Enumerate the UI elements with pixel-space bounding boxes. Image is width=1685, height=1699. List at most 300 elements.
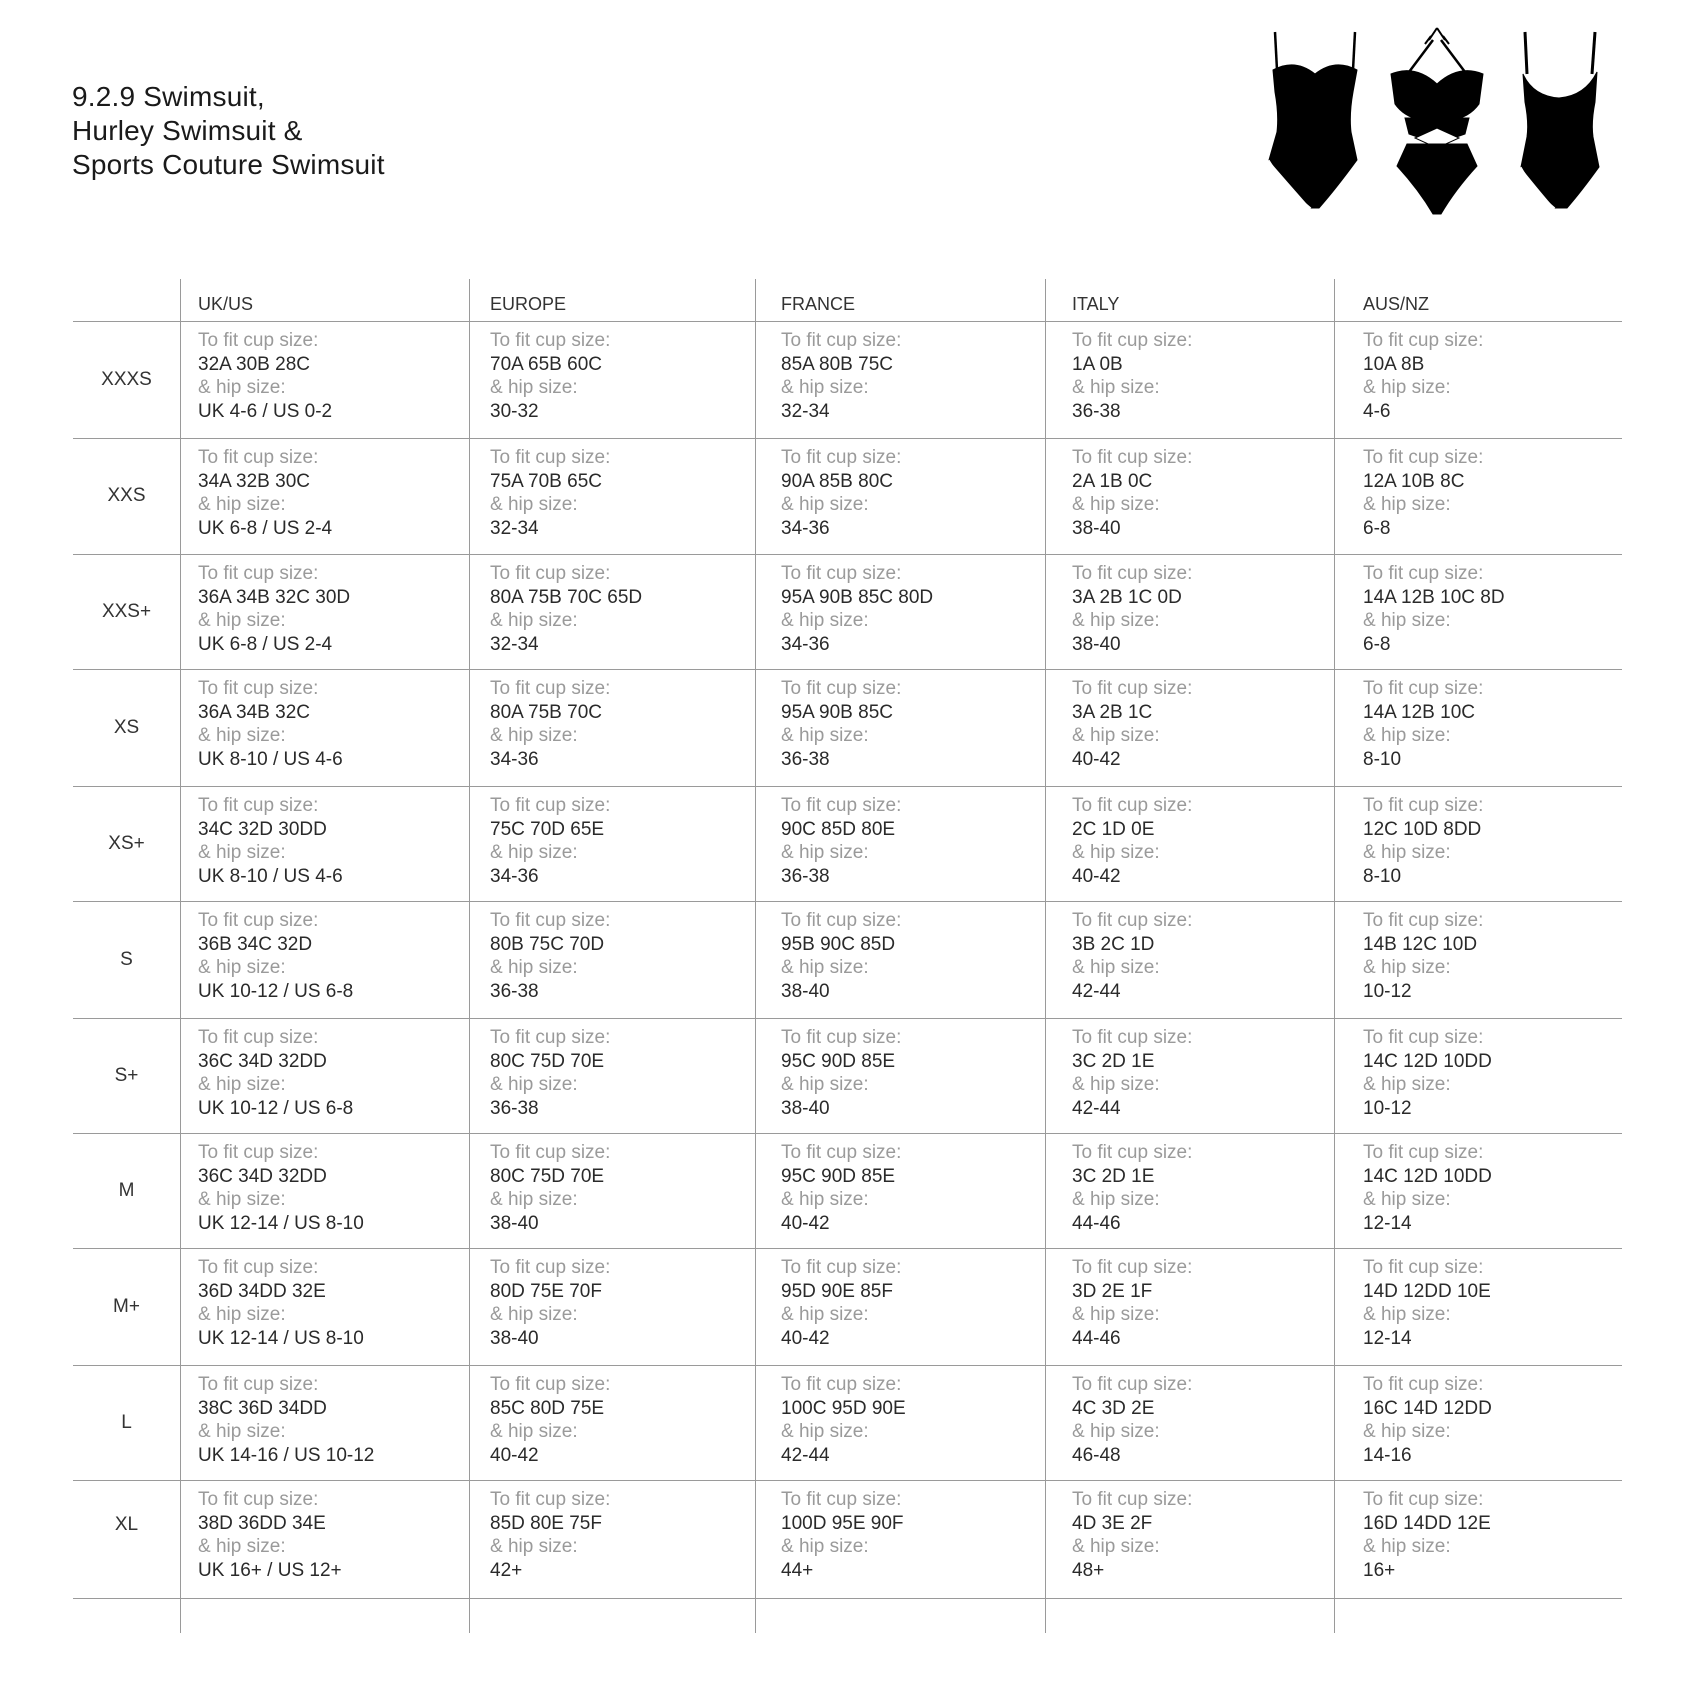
table-cell <box>198 909 353 1003</box>
cup-size-value: 10A 8B <box>1363 353 1425 375</box>
cup-size-value: 3A 2B 1C 0D <box>1072 586 1182 608</box>
table-cell <box>1072 1141 1192 1235</box>
cup-size-value: 90C 85D 80E <box>781 818 896 840</box>
row-divider <box>73 1018 1622 1019</box>
hip-size-label: & hip size: <box>1363 494 1451 515</box>
hip-size-value: 12-14 <box>1363 1212 1412 1234</box>
table-cell <box>490 1256 610 1350</box>
hip-size-label: & hip size: <box>490 1536 578 1557</box>
cup-size-label: To fit cup size: <box>1072 330 1193 351</box>
cup-size-label: To fit cup size: <box>198 1374 319 1395</box>
cup-size-label: To fit cup size: <box>781 910 902 931</box>
column-header: ITALY <box>1072 294 1120 314</box>
row-divider <box>73 321 1622 322</box>
hip-size-value: 36-38 <box>490 980 539 1002</box>
cup-size-value: 80A 75B 70C 65D <box>490 586 643 608</box>
cup-size-label: To fit cup size: <box>781 678 902 699</box>
cup-size-label: To fit cup size: <box>781 1489 902 1510</box>
hip-size-label: & hip size: <box>1363 610 1451 631</box>
cup-size-value: 36B 34C 32D <box>198 933 313 955</box>
cup-size-value: 80D 75E 70F <box>490 1280 602 1302</box>
hip-size-label: & hip size: <box>1072 377 1160 398</box>
cup-size-label: To fit cup size: <box>781 447 902 468</box>
cup-size-value: 36D 34DD 32E <box>198 1280 326 1302</box>
cup-size-label: To fit cup size: <box>490 1257 611 1278</box>
hip-size-value: 34-36 <box>490 865 539 887</box>
cup-size-value: 14A 12B 10C 8D <box>1363 586 1505 608</box>
cup-size-label: To fit cup size: <box>1363 330 1484 351</box>
column-header: UK/US <box>198 294 254 314</box>
cup-size-label: To fit cup size: <box>490 910 611 931</box>
hip-size-label: & hip size: <box>781 725 869 746</box>
cup-size-value: 70A 65B 60C <box>490 353 602 375</box>
hip-size-value: 32-34 <box>490 633 539 655</box>
hip-size-value: 36-38 <box>781 748 830 770</box>
cup-size-label: To fit cup size: <box>1363 910 1484 931</box>
hip-size-label: & hip size: <box>781 1304 869 1325</box>
table-cell <box>1072 794 1192 888</box>
column-divider <box>469 279 470 1633</box>
cup-size-value: 14B 12C 10D <box>1363 933 1478 955</box>
hip-size-value: 34-36 <box>490 748 539 770</box>
hip-size-value: 42-44 <box>781 1444 830 1466</box>
hip-size-value: UK 12-14 / US 8-10 <box>198 1212 364 1234</box>
table-cell <box>1363 446 1483 540</box>
title-line-3: Sports Couture Swimsuit <box>72 149 385 180</box>
column-divider <box>1045 279 1046 1633</box>
hip-size-label: & hip size: <box>1363 377 1451 398</box>
hip-size-value: 4-6 <box>1363 400 1391 422</box>
cup-size-value: 4D 3E 2F <box>1072 1512 1153 1534</box>
cup-size-label: To fit cup size: <box>198 678 319 699</box>
hip-size-value: 48+ <box>1072 1559 1105 1581</box>
cup-size-value: 3A 2B 1C <box>1072 701 1153 723</box>
cup-size-label: To fit cup size: <box>198 1257 319 1278</box>
hip-size-value: 14-16 <box>1363 1444 1412 1466</box>
cup-size-value: 80C 75D 70E <box>490 1165 605 1187</box>
hip-size-value: 40-42 <box>781 1327 830 1349</box>
row-divider <box>73 1133 1622 1134</box>
table-cell <box>781 562 933 656</box>
cup-size-value: 36A 34B 32C <box>198 701 310 723</box>
column-divider <box>180 279 181 1633</box>
table-cell <box>490 1488 610 1582</box>
hip-size-value: 42-44 <box>1072 1097 1121 1119</box>
cup-size-label: To fit cup size: <box>781 795 902 816</box>
hip-size-value: UK 10-12 / US 6-8 <box>198 1097 354 1119</box>
hip-size-value: UK 16+ / US 12+ <box>198 1559 342 1581</box>
cup-size-label: To fit cup size: <box>1363 1027 1484 1048</box>
cup-size-label: To fit cup size: <box>1072 1489 1193 1510</box>
cup-size-value: 85A 80B 75C <box>781 353 893 375</box>
hip-size-label: & hip size: <box>781 1074 869 1095</box>
cup-size-label: To fit cup size: <box>781 1257 902 1278</box>
cup-size-value: 36A 34B 32C 30D <box>198 586 351 608</box>
table-cell <box>1072 562 1192 656</box>
table-cell <box>1363 1026 1492 1120</box>
hip-size-value: 34-36 <box>781 517 830 539</box>
hip-size-value: UK 6-8 / US 2-4 <box>198 517 333 539</box>
cup-size-label: To fit cup size: <box>198 1142 319 1163</box>
cup-size-label: To fit cup size: <box>490 563 611 584</box>
cup-size-value: 95A 90B 85C <box>781 701 893 723</box>
cup-size-label: To fit cup size: <box>490 1489 611 1510</box>
hip-size-label: & hip size: <box>1363 1536 1451 1557</box>
cup-size-value: 95A 90B 85C 80D <box>781 586 934 608</box>
hip-size-value: 8-10 <box>1363 865 1402 887</box>
hip-size-value: 46-48 <box>1072 1444 1121 1466</box>
table-cell <box>1072 1026 1192 1120</box>
hip-size-label: & hip size: <box>490 377 578 398</box>
size-label: XXS+ <box>101 600 152 622</box>
row-divider <box>73 669 1622 670</box>
cup-size-label: To fit cup size: <box>1363 1142 1484 1163</box>
cup-size-label: To fit cup size: <box>781 1027 902 1048</box>
table-cell <box>1363 329 1483 423</box>
hip-size-value: UK 4-6 / US 0-2 <box>198 400 333 422</box>
table-cell <box>1363 1256 1491 1350</box>
table-cell <box>1363 794 1483 888</box>
hip-size-value: 16+ <box>1363 1559 1396 1581</box>
table-cell <box>1363 1141 1492 1235</box>
cup-size-value: 80A 75B 70C <box>490 701 602 723</box>
table-cell <box>1072 329 1192 423</box>
cup-size-value: 95C 90D 85E <box>781 1050 896 1072</box>
cup-size-value: 12A 10B 8C <box>1363 470 1465 492</box>
hip-size-label: & hip size: <box>490 1304 578 1325</box>
hip-size-value: UK 14-16 / US 10-12 <box>198 1444 375 1466</box>
cup-size-label: To fit cup size: <box>198 1489 319 1510</box>
hip-size-label: & hip size: <box>198 725 286 746</box>
hip-size-value: 38-40 <box>781 980 830 1002</box>
hip-size-label: & hip size: <box>781 1421 869 1442</box>
hip-size-label: & hip size: <box>490 1421 578 1442</box>
cup-size-label: To fit cup size: <box>1072 1027 1193 1048</box>
hip-size-value: 44-46 <box>1072 1212 1121 1234</box>
cup-size-value: 38D 36DD 34E <box>198 1512 326 1534</box>
table-cell <box>1363 1373 1492 1467</box>
cup-size-value: 95C 90D 85E <box>781 1165 896 1187</box>
cup-size-value: 16D 14DD 12E <box>1363 1512 1491 1534</box>
size-label: XS+ <box>108 832 145 854</box>
row-divider <box>73 901 1622 902</box>
table-cell <box>781 794 901 888</box>
cup-size-label: To fit cup size: <box>198 795 319 816</box>
hip-size-value: 10-12 <box>1363 1097 1412 1119</box>
hip-size-label: & hip size: <box>1072 1304 1160 1325</box>
row-divider <box>73 1480 1622 1481</box>
cup-size-label: To fit cup size: <box>1072 1142 1193 1163</box>
hip-size-value: 40-42 <box>1072 865 1121 887</box>
hip-size-label: & hip size: <box>781 494 869 515</box>
hip-size-label: & hip size: <box>1072 1074 1160 1095</box>
title-line-1: 9.2.9 Swimsuit, <box>72 81 265 112</box>
hip-size-label: & hip size: <box>781 957 869 978</box>
hip-size-label: & hip size: <box>1072 1536 1160 1557</box>
cup-size-value: 1A 0B <box>1072 353 1123 375</box>
table-cell <box>490 1026 610 1120</box>
hip-size-label: & hip size: <box>490 1074 578 1095</box>
hip-size-value: 40-42 <box>1072 748 1121 770</box>
hip-size-value: 38-40 <box>490 1327 539 1349</box>
cup-size-value: 32A 30B 28C <box>198 353 310 375</box>
table-cell <box>490 329 610 423</box>
cup-size-value: 90A 85B 80C <box>781 470 893 492</box>
hip-size-value: 40-42 <box>490 1444 539 1466</box>
cup-size-label: To fit cup size: <box>781 1142 902 1163</box>
cup-size-label: To fit cup size: <box>490 447 611 468</box>
column-divider <box>755 279 756 1633</box>
table-cell <box>1363 562 1505 656</box>
cup-size-label: To fit cup size: <box>490 1027 611 1048</box>
hip-size-value: 36-38 <box>490 1097 539 1119</box>
cup-size-value: 4C 3D 2E <box>1072 1397 1155 1419</box>
hip-size-value: 32-34 <box>490 517 539 539</box>
hip-size-value: 42-44 <box>1072 980 1121 1002</box>
cup-size-label: To fit cup size: <box>490 1374 611 1395</box>
table-cell <box>198 446 332 540</box>
table-cell <box>1072 446 1192 540</box>
column-divider <box>1334 279 1335 1633</box>
cup-size-value: 85D 80E 75F <box>490 1512 602 1534</box>
hip-size-label: & hip size: <box>781 377 869 398</box>
row-divider <box>73 786 1622 787</box>
cup-size-value: 36C 34D 32DD <box>198 1050 327 1072</box>
hip-size-value: 10-12 <box>1363 980 1412 1002</box>
table-cell <box>490 1373 610 1467</box>
table-cell <box>198 562 350 656</box>
table-cell <box>490 446 610 540</box>
cup-size-value: 12C 10D 8DD <box>1363 818 1482 840</box>
cup-size-label: To fit cup size: <box>1072 910 1193 931</box>
cup-size-label: To fit cup size: <box>1072 1257 1193 1278</box>
cup-size-label: To fit cup size: <box>1072 678 1193 699</box>
hip-size-value: 38-40 <box>1072 517 1121 539</box>
table-cell <box>198 1141 364 1235</box>
cup-size-label: To fit cup size: <box>1363 1489 1484 1510</box>
hip-size-label: & hip size: <box>1363 725 1451 746</box>
cup-size-value: 34C 32D 30DD <box>198 818 327 840</box>
cup-size-label: To fit cup size: <box>781 330 902 351</box>
hip-size-label: & hip size: <box>1072 725 1160 746</box>
size-label: XL <box>114 1514 139 1535</box>
hip-size-label: & hip size: <box>198 1074 286 1095</box>
cup-size-value: 3C 2D 1E <box>1072 1050 1155 1072</box>
row-divider <box>73 438 1622 439</box>
table-cell <box>490 677 610 771</box>
cup-size-label: To fit cup size: <box>1363 795 1484 816</box>
column-header: EUROPE <box>490 294 567 314</box>
table-cell <box>198 1026 353 1120</box>
hip-size-label: & hip size: <box>1072 842 1160 863</box>
size-label: XXXS <box>101 368 152 390</box>
table-cell <box>198 329 332 423</box>
cup-size-label: To fit cup size: <box>198 1027 319 1048</box>
hip-size-label: & hip size: <box>1072 1421 1160 1442</box>
table-cell <box>1072 1488 1192 1582</box>
table-cell <box>490 562 642 656</box>
hip-size-value: 38-40 <box>1072 633 1121 655</box>
hip-size-value: 38-40 <box>490 1212 539 1234</box>
hip-size-value: 30-32 <box>490 400 539 422</box>
table-cell <box>198 1373 374 1467</box>
cup-size-label: To fit cup size: <box>490 330 611 351</box>
hip-size-label: & hip size: <box>1072 610 1160 631</box>
hip-size-label: & hip size: <box>490 725 578 746</box>
row-divider <box>73 1598 1622 1599</box>
table-cell <box>1072 909 1192 1003</box>
cup-size-label: To fit cup size: <box>490 1142 611 1163</box>
table-cell <box>781 329 901 423</box>
size-label: XS <box>113 716 140 738</box>
cup-size-label: To fit cup size: <box>198 330 319 351</box>
hip-size-label: & hip size: <box>781 610 869 631</box>
cup-size-value: 14C 12D 10DD <box>1363 1050 1492 1072</box>
size-label: M <box>118 1179 135 1201</box>
table-cell <box>781 1488 904 1582</box>
cup-size-value: 14A 12B 10C <box>1363 701 1475 723</box>
table-cell <box>490 1141 610 1235</box>
row-divider <box>73 554 1622 555</box>
hip-size-value: UK 10-12 / US 6-8 <box>198 980 354 1002</box>
cup-size-value: 38C 36D 34DD <box>198 1397 327 1419</box>
cup-size-label: To fit cup size: <box>1363 678 1484 699</box>
cup-size-value: 100C 95D 90E <box>781 1397 906 1419</box>
hip-size-label: & hip size: <box>1072 1189 1160 1210</box>
table-cell <box>781 446 901 540</box>
row-divider <box>73 1248 1622 1249</box>
hip-size-value: 42+ <box>490 1559 523 1581</box>
cup-size-value: 100D 95E 90F <box>781 1512 904 1534</box>
hip-size-value: 34-36 <box>781 633 830 655</box>
cup-size-label: To fit cup size: <box>781 563 902 584</box>
table-cell <box>1072 677 1192 771</box>
cup-size-value: 34A 32B 30C <box>198 470 310 492</box>
hip-size-value: 6-8 <box>1363 517 1391 539</box>
table-cell <box>198 794 343 888</box>
cup-size-label: To fit cup size: <box>1363 1374 1484 1395</box>
table-cell <box>1072 1256 1192 1350</box>
hip-size-label: & hip size: <box>198 610 286 631</box>
table-cell <box>781 909 901 1003</box>
cup-size-value: 36C 34D 32DD <box>198 1165 327 1187</box>
table-cell <box>1363 677 1483 771</box>
hip-size-value: UK 6-8 / US 2-4 <box>198 633 333 655</box>
hip-size-label: & hip size: <box>781 842 869 863</box>
size-label: S <box>120 948 133 970</box>
table-cell <box>781 1141 901 1235</box>
hip-size-label: & hip size: <box>781 1189 869 1210</box>
cup-size-value: 85C 80D 75E <box>490 1397 605 1419</box>
size-label: M+ <box>113 1295 140 1317</box>
hip-size-value: 8-10 <box>1363 748 1402 770</box>
title-line-2: Hurley Swimsuit & <box>72 115 303 146</box>
size-label: L <box>121 1411 132 1433</box>
hip-size-label: & hip size: <box>198 1421 286 1442</box>
hip-size-label: & hip size: <box>490 494 578 515</box>
table-cell <box>198 1256 364 1350</box>
hip-size-value: 38-40 <box>781 1097 830 1119</box>
cup-size-value: 75A 70B 65C <box>490 470 602 492</box>
cup-size-label: To fit cup size: <box>198 447 319 468</box>
table-cell <box>198 1488 342 1582</box>
table-cell <box>490 794 610 888</box>
table-cell <box>781 1373 906 1467</box>
cup-size-value: 80B 75C 70D <box>490 933 605 955</box>
cup-size-label: To fit cup size: <box>1072 563 1193 584</box>
cup-size-value: 14D 12DD 10E <box>1363 1280 1491 1302</box>
hip-size-label: & hip size: <box>198 957 286 978</box>
hip-size-label: & hip size: <box>490 842 578 863</box>
cup-size-label: To fit cup size: <box>1363 563 1484 584</box>
cup-size-label: To fit cup size: <box>490 795 611 816</box>
table-cell <box>490 909 610 1003</box>
table-cell <box>781 677 901 771</box>
cup-size-value: 2A 1B 0C <box>1072 470 1153 492</box>
cup-size-label: To fit cup size: <box>1072 1374 1193 1395</box>
hip-size-label: & hip size: <box>1072 957 1160 978</box>
table-cell <box>198 677 343 771</box>
hip-size-label: & hip size: <box>1363 1304 1451 1325</box>
table-cell <box>1072 1373 1192 1467</box>
table-cell <box>1363 1488 1491 1582</box>
hip-size-label: & hip size: <box>1363 1074 1451 1095</box>
cup-size-value: 2C 1D 0E <box>1072 818 1155 840</box>
hip-size-value: 36-38 <box>1072 400 1121 422</box>
cup-size-label: To fit cup size: <box>1363 1257 1484 1278</box>
table-cell <box>781 1256 901 1350</box>
hip-size-value: 36-38 <box>781 865 830 887</box>
hip-size-label: & hip size: <box>198 1536 286 1557</box>
hip-size-value: 44+ <box>781 1559 814 1581</box>
hip-size-label: & hip size: <box>198 377 286 398</box>
cup-size-value: 75C 70D 65E <box>490 818 605 840</box>
hip-size-label: & hip size: <box>1363 842 1451 863</box>
hip-size-value: UK 12-14 / US 8-10 <box>198 1327 364 1349</box>
cup-size-label: To fit cup size: <box>781 1374 902 1395</box>
cup-size-label: To fit cup size: <box>198 910 319 931</box>
cup-size-label: To fit cup size: <box>1363 447 1484 468</box>
cup-size-value: 3C 2D 1E <box>1072 1165 1155 1187</box>
hip-size-label: & hip size: <box>198 1304 286 1325</box>
hip-size-label: & hip size: <box>781 1536 869 1557</box>
hip-size-value: 6-8 <box>1363 633 1391 655</box>
column-header: AUS/NZ <box>1363 294 1430 314</box>
cup-size-value: 95D 90E 85F <box>781 1280 893 1302</box>
hip-size-value: 44-46 <box>1072 1327 1121 1349</box>
hip-size-label: & hip size: <box>198 842 286 863</box>
cup-size-label: To fit cup size: <box>1072 447 1193 468</box>
cup-size-value: 14C 12D 10DD <box>1363 1165 1492 1187</box>
size-label: S+ <box>114 1064 139 1086</box>
cup-size-value: 3D 2E 1F <box>1072 1280 1153 1302</box>
hip-size-label: & hip size: <box>490 1189 578 1210</box>
table-cell <box>1363 909 1483 1003</box>
cup-size-value: 95B 90C 85D <box>781 933 896 955</box>
cup-size-label: To fit cup size: <box>490 678 611 699</box>
cup-size-label: To fit cup size: <box>198 563 319 584</box>
cup-size-label: To fit cup size: <box>1072 795 1193 816</box>
hip-size-value: 32-34 <box>781 400 830 422</box>
hip-size-value: 12-14 <box>1363 1327 1412 1349</box>
hip-size-label: & hip size: <box>1363 1421 1451 1442</box>
size-label: XXS <box>107 485 146 506</box>
hip-size-label: & hip size: <box>1363 1189 1451 1210</box>
hip-size-label: & hip size: <box>1363 957 1451 978</box>
cup-size-value: 3B 2C 1D <box>1072 933 1155 955</box>
hip-size-label: & hip size: <box>490 957 578 978</box>
hip-size-value: UK 8-10 / US 4-6 <box>198 865 343 887</box>
